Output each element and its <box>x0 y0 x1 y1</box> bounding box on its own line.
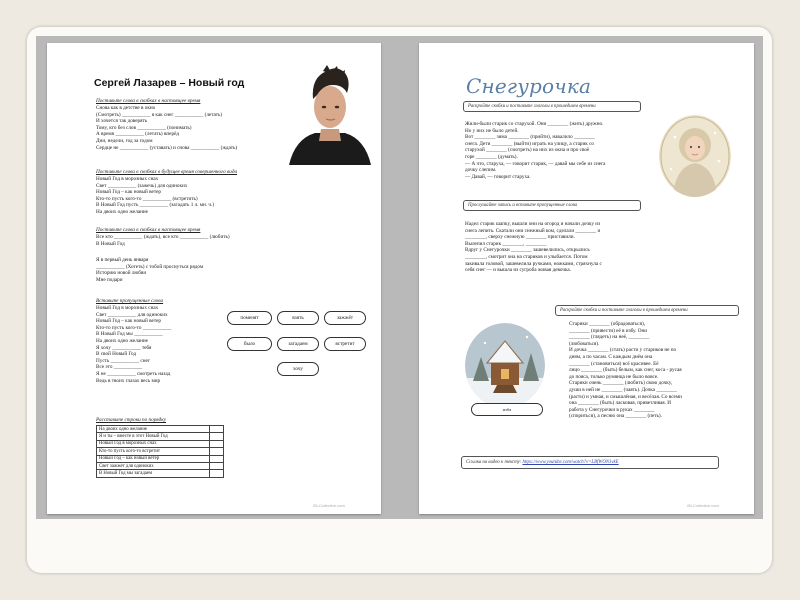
table-row <box>97 433 224 440</box>
story-line: (спориться), а песню она ________ (петь). <box>569 413 662 420</box>
story-line: до пояса, только румянца не было вовсе. <box>569 373 659 380</box>
story-line: И дочка ________ (стать) расти у стариков не по <box>569 347 677 354</box>
lyric-line: В Новый Год мы ___________ <box>96 331 163 338</box>
word-bank-item: встретит <box>324 337 366 351</box>
story-line: работа у Снегурочки в руках ________ <box>569 406 655 413</box>
lyric-line: Новый Год в морозных снах <box>96 176 159 182</box>
story-line: — А что, старуха, — говорит старик, — давай мы себе из снега <box>465 160 606 167</box>
instruction-5: Вставьте пропущенные слова <box>96 298 164 304</box>
table-cell: На двоих одно желание <box>97 426 210 433</box>
lyric-line: Я не ___________ смотреть назад <box>96 371 171 377</box>
story-line: (расти) и умная, и смышлёная, и весёлая. Со всеми <box>569 393 682 400</box>
word-bank-item: взять <box>277 311 319 325</box>
story-line: она ________ (быть) ласковая, приветливая. И <box>569 400 672 407</box>
lyric-line: В Новый Год <box>96 240 125 247</box>
lyric-line: ___________ (Хотеть) с тобой проснуться рядом <box>96 263 204 270</box>
word-bank-item: поменят <box>227 311 272 325</box>
story-line: горе ________ (думать). <box>465 154 518 160</box>
video-link[interactable]: https://www.youtube.com/watch?v=LBfWON1vkE <box>522 460 619 465</box>
story-line: ________, смотрит она на стариков и улыбается. Потом <box>465 254 588 260</box>
story-line: старухой ________ (смотреть) на них из окна и про своё <box>465 147 590 154</box>
story-line: закивала головой, зашевелила ручками, ножками, стряхнула с <box>465 260 602 267</box>
story-line: снега. Дети ________ (выйти) играть на улицу, а старик со <box>465 140 594 147</box>
instruction-6: Расставьте строки по порядку <box>96 417 166 423</box>
table-cell: Новый Год в морозных снах <box>97 440 210 447</box>
story-line: ________, сверху снежную ________ приставили. <box>465 234 575 241</box>
story-line: Старики очень ________ (любить) свою дочку, <box>569 380 673 387</box>
table-row <box>97 448 224 455</box>
number-cell[interactable] <box>210 433 224 440</box>
singer-photo <box>287 63 373 165</box>
video-link-label: Ссылка на видео к тексту: <box>466 460 522 465</box>
number-cell[interactable] <box>210 440 224 447</box>
video-link-box <box>461 456 719 469</box>
number-cell[interactable] <box>210 455 224 462</box>
footer-watermark: iSLCollective.com <box>313 503 345 508</box>
instruction-3: Поставьте слова в скобках в настоящее время <box>96 227 201 233</box>
hut-illustration <box>465 323 545 408</box>
story-line: себя снег — и вышла из сугроба живая девочка. <box>465 267 572 274</box>
story-line: Вот ________ зима ________ (прийти), навалило ________ <box>465 134 595 141</box>
word-bank-item: загадаем <box>277 337 319 351</box>
story-line: ________ (становиться) всё красивее. Её <box>569 360 659 367</box>
number-cell[interactable] <box>210 462 224 469</box>
page-title: Сергей Лазарев – Новый год <box>94 77 245 89</box>
story-line: Старики ________ (обрадоваться), <box>569 321 646 327</box>
story-line: дням, а по часам. С каждым днём она <box>569 354 653 360</box>
lyric-line: Кто-то пусть кого-то ___________ <box>96 324 172 331</box>
table-cell: Кто-то пусть кого-то встретит <box>97 448 210 455</box>
worksheet-page-left <box>47 43 381 514</box>
lyric-line: Сердце не ___________ (уставать) и снова ___________ (ждать) <box>96 144 238 151</box>
table-cell: В Новый Год мы загадаем <box>97 470 210 477</box>
story-line: ________ (привести) её в избу. Они <box>569 327 648 334</box>
story-line: Надел старик шапку, вышли они на огород и начали дочку из <box>465 221 601 227</box>
story-line: Вылепил старик ________, ________ <box>465 240 547 247</box>
page-title: Снегурочка <box>466 74 592 98</box>
lyric-line: Пусть ___________ снег <box>96 357 150 364</box>
story-line: лицо ________ (быть) белым, как снег, коса - русая <box>569 367 682 374</box>
story-line: дочку слепим. <box>465 167 497 174</box>
word-bank-item: было <box>227 337 272 351</box>
lyric-line: Историю новой любви <box>96 270 147 277</box>
table-row <box>97 470 224 477</box>
instruction-box-3: Раскройте скобки и поставьте глаголы в прошедшем времени <box>555 305 739 316</box>
footer-watermark: iSLCollective.com <box>687 503 719 508</box>
table-cell: Новый Год – как новый ветер <box>97 455 210 462</box>
lyric-line: Новый Год в морозных снах <box>96 305 159 311</box>
story-line: снега лепить. Скатали они снежный ком, сделали ________ и <box>465 227 601 234</box>
order-table <box>96 425 224 478</box>
lyric-line: Новый Год – как новый ветер <box>96 318 161 325</box>
story-line: Но у них не было детей. <box>465 127 519 134</box>
table-row <box>97 426 224 433</box>
lyric-line: Ведь в твоих глазах весь мир <box>96 377 161 384</box>
table-row <box>97 455 224 462</box>
word-bank-item: хочу <box>277 362 319 376</box>
instruction-box-2: Прослушайте запись и вставьте пропущенные слова <box>463 200 641 211</box>
lyric-line: В Новый Год пусть ___________ (загадать 1 л. мн. ч.) <box>96 202 215 209</box>
lyric-line: В свой Новый Год <box>96 351 137 358</box>
lyric-line: Все это ___________ <box>96 364 143 371</box>
lyric-line: Дни, недели, год за годом <box>96 138 153 144</box>
lyric-line: Свет ___________ для одиноких <box>96 311 168 318</box>
lyric-line: Свет ___________ (зажечь) для одиноких <box>96 182 188 189</box>
instruction-box-1: Раскройте скобки и поставьте глаголы в прошедшем времени <box>463 101 641 112</box>
story-line: Жили-были старик со старухой. Они ________ (жить) дружно. <box>465 121 604 127</box>
lyric-line: Снова как в детстве в окно <box>96 105 156 111</box>
worksheet-page-right <box>419 43 754 514</box>
story-line: Вдруг у Снегурочки ________ зашевелились, открылись <box>465 247 590 254</box>
lyric-line: И хочется так доверять <box>96 118 148 125</box>
hut-label: изба <box>471 403 543 416</box>
lyric-line: На двоих одно желание <box>96 338 148 344</box>
story-line: (любоваться). <box>569 340 600 347</box>
lyric-line: Я в первый день января <box>96 257 149 263</box>
instruction-2: Поставьте слова в скобках в будущее время совершенного вида <box>96 169 238 175</box>
table-row <box>97 462 224 469</box>
number-cell[interactable] <box>210 426 224 433</box>
table-cell: Свет зажжет для одиноких <box>97 462 210 469</box>
table-row <box>97 440 224 447</box>
word-bank-item: зажжёт <box>324 311 366 325</box>
lyric-line: Я хочу ___________ тебя <box>96 344 152 351</box>
lyric-line: А время ___________ (летать) вперёд <box>96 131 180 138</box>
lyric-line: Тому, кто без слов ___________ (понимать) <box>96 124 192 131</box>
number-cell[interactable] <box>210 470 224 477</box>
number-cell[interactable] <box>210 448 224 455</box>
story-line: — Давай, — говорит старуха. <box>465 173 531 180</box>
lyric-line: Все кто ___________ (ждать), все кто ___________ (любить) <box>96 234 230 240</box>
lyric-line: Новый Год – как новый ветер <box>96 189 161 196</box>
instruction-1: Поставьте слова в скобках в настоящее время <box>96 98 201 104</box>
lyric-line: На двоих одно желание <box>96 209 148 215</box>
lyric-line: Кто-то пусть кого-то ___________ (встретить) <box>96 195 198 202</box>
story-line: ________ (глядеть) на неё, ________ <box>569 334 650 341</box>
snow-maiden-illustration <box>659 115 731 197</box>
story-line: души в ней не ________ (чаять). Дочка ________ <box>569 387 677 393</box>
lyric-line: Мне подари <box>96 276 123 283</box>
table-cell: Я и ты – вместе в этот Новый Год <box>97 433 210 440</box>
lyric-line: (Смотреть) ___________ я как снег ___________ (летать) <box>96 111 223 118</box>
